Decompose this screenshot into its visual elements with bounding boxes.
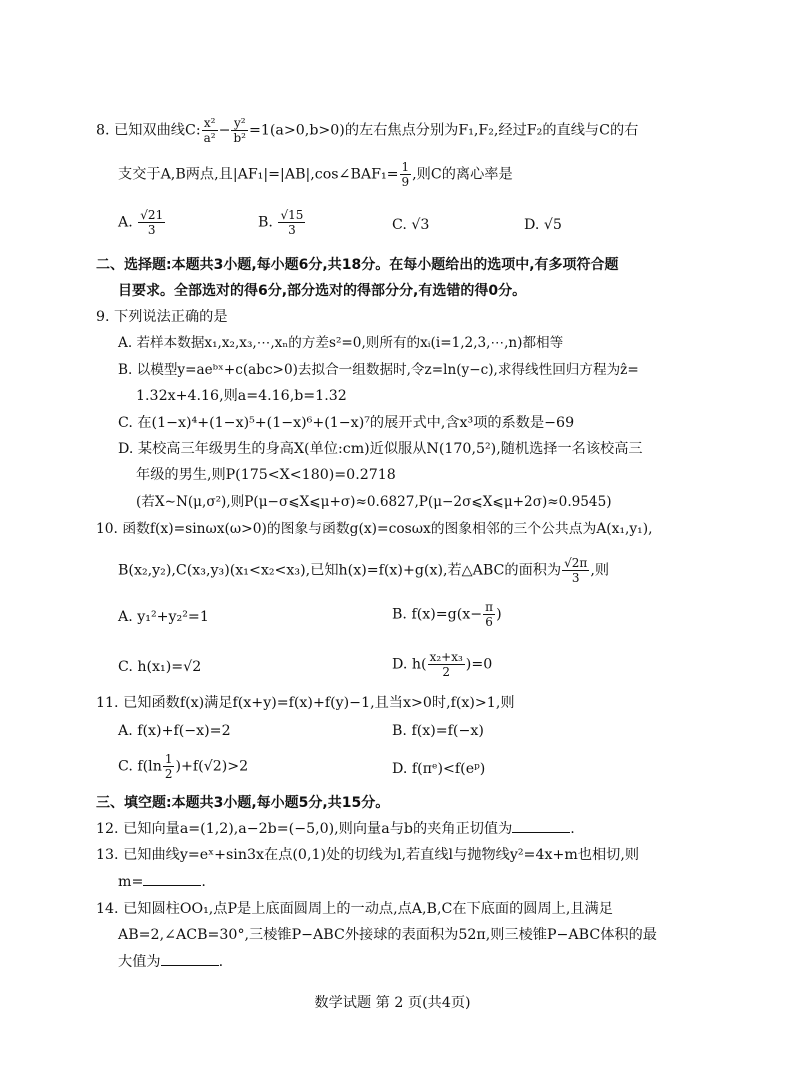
option-text: C. f(ln [118, 758, 162, 775]
answer-blank[interactable] [161, 951, 219, 966]
numerator: x² [202, 116, 218, 131]
numerator: √2π [564, 556, 588, 570]
numerator: 1 [401, 160, 410, 174]
q9-stem: 9. 下列说法正确的是 [96, 309, 228, 325]
q8-option-a [118, 208, 166, 237]
q12-text [96, 818, 575, 840]
q9-option-d-note: (若X∼N(μ,σ²),则P(μ−σ⩽X⩽μ+σ)≈0.6827,P(μ−2σ⩽X⩽μ+2σ)≈0.9545) [136, 494, 612, 510]
section-2-heading: 二、选择题:本题共3小题,每小题6分,共18分。在每小题给出的选项中,有多项符合题 [96, 257, 619, 273]
fraction [428, 650, 465, 679]
fraction [163, 752, 175, 781]
answer-blank[interactable] [512, 818, 570, 833]
q14-line1: 14. 已知圆柱OO₁,点P是上底面圆周上的一动点,点A,B,C在下底面的圆周上,且满足 [96, 901, 613, 917]
q8-line2 [118, 160, 513, 189]
q13-text: m= [118, 874, 144, 890]
q10-text: ,则 [590, 562, 610, 579]
denominator: 9 [401, 175, 410, 189]
q9-option-b-cont: 1.32x+4.16,则a=4.16,b=1.32 [136, 388, 347, 404]
punctuation: . [201, 874, 206, 890]
denominator: 2 [164, 767, 173, 781]
q11-option-c [118, 752, 248, 781]
q10-option-d [392, 650, 492, 679]
q10-text: B(x₂,y₂),C(x₃,y₃)(x₁<x₂<x₃),已知h(x)=f(x)+g(x),若△ABC的面积为 [118, 562, 562, 579]
fraction [400, 160, 412, 189]
operator: − [218, 122, 231, 139]
q10-option-c: C. h(x₁)=√2 [118, 659, 202, 675]
q8-text: 8. 已知双曲线 [96, 122, 185, 139]
q14-text: 大值为 [118, 954, 161, 970]
denominator: b² [233, 131, 246, 145]
numerator: √15 [280, 208, 304, 222]
numerator: x₂+x₃ [429, 650, 463, 664]
q14-line2: AB=2,∠ACB=30°,三棱锥P−ABC外接球的表面积为52π,则三棱锥P−ABC体积的最 [118, 927, 657, 943]
q9-option-c: C. 在(1−x)⁴+(1−x)⁵+(1−x)⁶+(1−x)⁷的展开式中,含x³项的系数是−69 [118, 415, 575, 431]
section-3-heading: 三、填空题:本题共3小题,每小题5分,共15分。 [96, 795, 390, 811]
option-label: B. [258, 214, 273, 231]
q11-option-d: D. f(πᵉ)<f(eᵖ) [392, 761, 486, 777]
q8-text: ,则C的离心率是 [412, 166, 513, 183]
fraction [278, 208, 305, 237]
punctuation: . [218, 954, 224, 970]
option-text: D. h( [392, 656, 427, 673]
fraction [202, 116, 218, 145]
q14-line3 [118, 951, 223, 973]
denominator: 2 [442, 665, 450, 679]
q10-option-b [392, 600, 502, 629]
option-text: ) [496, 606, 502, 623]
option-text: )+f(√2)>2 [175, 758, 249, 775]
page-footer: 数学试题 第 2 页(共4页) [314, 995, 471, 1011]
denominator: 3 [147, 223, 156, 237]
q10-option-a: A. y₁²+y₂²=1 [118, 609, 209, 625]
q13-line1: 13. 已知曲线y=eˣ+sin3x在点(0,1)处的切线为l,若直线l与抛物线y²=4x+m也相切,则 [96, 847, 640, 863]
q11-option-a: A. f(x)+f(−x)=2 [118, 723, 231, 739]
fraction [138, 208, 165, 237]
q8-line1 [96, 116, 638, 145]
numerator: 1 [164, 752, 173, 766]
answer-blank[interactable] [143, 871, 201, 886]
numerator: √21 [140, 208, 164, 222]
denominator: 3 [571, 571, 580, 585]
section-2-heading-cont: 目要求。全部选对的得6分,部分选对的得部分分,有选错的得0分。 [118, 283, 527, 299]
q13-line2 [118, 871, 206, 893]
q8-option-b [258, 208, 306, 237]
q12-stem: 12. 已知向量a=(1,2),a−2b=(−5,0),则向量a与b的夹角正切值为 [96, 821, 513, 837]
punctuation: . [570, 821, 575, 837]
fraction [483, 600, 495, 629]
q8-option-d: D. √5 [524, 217, 562, 233]
q11-stem: 11. 已知函数f(x)满足f(x+y)=f(x)+f(y)−1,且当x>0时,f(x)>1,则 [96, 695, 515, 711]
denominator: a² [203, 131, 216, 145]
fraction [562, 556, 589, 585]
q9-option-d: D. 某校高三年级男生的身高X(单位:cm)近似服从N(170,5²),随机选择一名该校高三 [118, 441, 643, 457]
q9-option-a: A. 若样本数据x₁,x₂,x₃,⋯,xₙ的方差s²=0,则所有的xᵢ(i=1,2,3,⋯,n)都相等 [118, 335, 564, 351]
denominator: 3 [288, 223, 296, 237]
q8-text: 支交于A,B两点,且|AF₁|=|AB|,cos∠BAF₁= [118, 166, 399, 183]
option-text: B. f(x)=g(x− [392, 606, 483, 623]
numerator: y² [231, 116, 248, 131]
q11-option-b: B. f(x)=f(−x) [392, 723, 484, 739]
q10-line2 [118, 556, 609, 585]
q10-line1: 10. 函数f(x)=sinωx(ω>0)的图象与函数g(x)=cosωx的图象相邻的三个公共点为A(x₁,y₁), [96, 521, 653, 537]
q9-option-b: B. 以模型y=aeᵇˣ+c(abc>0)去拟合一组数据时,令z=ln(y−c),求得线性回归方程为ẑ= [118, 362, 639, 378]
denominator: 6 [485, 615, 493, 629]
fraction [231, 116, 248, 145]
option-label: A. [118, 214, 133, 231]
q9-option-d-cont: 年级的男生,则P(175<X<180)=0.2718 [136, 467, 396, 483]
numerator: π [485, 600, 494, 614]
q8-option-c: C. √3 [392, 217, 430, 233]
q8-text: =1(a>0,b>0)的左右焦点分别为F₁,F₂,经过F₂的直线与C的右 [248, 122, 639, 139]
option-text: )=0 [465, 656, 493, 673]
q8-curve-name: C: [184, 122, 201, 139]
